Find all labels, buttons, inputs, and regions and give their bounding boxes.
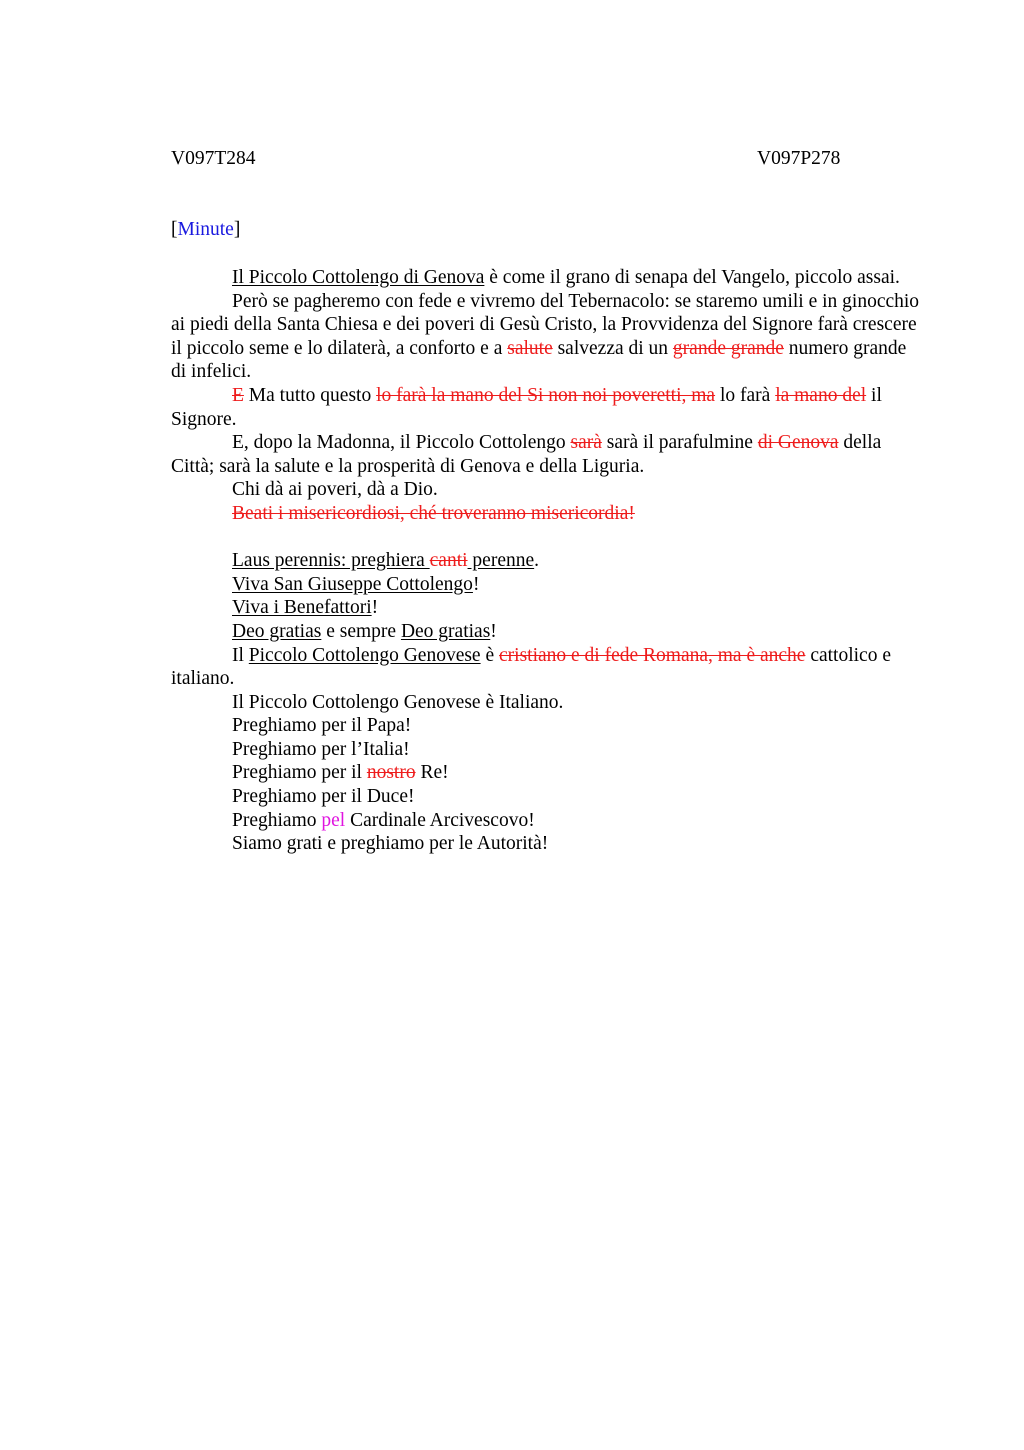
- text: della Città; sarà la salute e la prosperità di Genova e della Liguria.: [171, 432, 882, 477]
- document-body: [171, 266, 923, 856]
- text: Cardinale Arcivescovo!: [345, 809, 535, 831]
- underlined-text: Piccolo Cottolengo Genovese: [248, 644, 481, 666]
- paragraph-13: [171, 714, 923, 738]
- paragraph-3: [171, 384, 923, 431]
- bracket-close: ]: [233, 219, 241, 240]
- text: Chi dà ai poveri, dà a Dio.: [232, 479, 438, 501]
- underlined-text: Deo gratias: [400, 620, 491, 642]
- text: e sempre: [321, 620, 401, 642]
- deleted-text: E: [232, 384, 244, 406]
- deleted-text: canti: [429, 550, 468, 572]
- underlined-text: Viva i Benefattori: [232, 597, 372, 619]
- paragraph-8: [171, 573, 923, 597]
- text: Preghiamo: [232, 809, 322, 831]
- paragraph-1: [171, 266, 923, 290]
- underlined-text: Laus perennis: preghiera: [232, 550, 430, 572]
- deleted-text: sarà: [570, 432, 602, 454]
- paragraph-12: [171, 691, 923, 715]
- text: è come il grano di senapa del Vangelo, piccolo assai.: [484, 267, 900, 288]
- text: Siamo grati e preghiamo per le Autorità!: [232, 833, 549, 855]
- paragraph-17: [171, 809, 923, 833]
- text: .: [534, 550, 540, 572]
- blank-line: [171, 526, 923, 550]
- underlined-text: Il Piccolo Cottolengo di Genova: [232, 267, 485, 288]
- text: Il Piccolo Cottolengo Genovese è Italiano.: [232, 691, 564, 713]
- text: sarà il parafulmine: [601, 432, 758, 454]
- text: lo farà: [715, 384, 776, 406]
- text: !: [371, 597, 379, 619]
- text: Preghiamo per il Papa!: [232, 715, 412, 737]
- paragraph-7: [171, 549, 923, 573]
- section-label-text: Minute: [177, 219, 234, 240]
- text: !: [472, 573, 480, 595]
- paragraph-18: [171, 832, 923, 856]
- deleted-text: grande grande: [672, 337, 784, 359]
- text: E, dopo la Madonna, il Piccolo Cottolengo: [232, 432, 571, 454]
- paragraph-5: [171, 478, 923, 502]
- paragraph-16: [171, 785, 923, 809]
- paragraph-6: [171, 502, 923, 526]
- text: Preghiamo per il Duce!: [232, 786, 415, 808]
- text: numero grande di infelici.: [171, 337, 907, 383]
- text: Re!: [415, 762, 449, 784]
- text: Preghiamo per il: [232, 762, 367, 784]
- paragraph-10: [171, 620, 923, 644]
- text: !: [490, 620, 497, 642]
- deleted-text: cristiano e di fede Romana, ma è anche: [499, 644, 806, 666]
- deleted-text: di Genova: [757, 432, 839, 454]
- underlined-text: perenne: [467, 550, 535, 572]
- inserted-text: pel: [321, 809, 346, 831]
- deleted-text: lo farà la mano del Si non noi poveretti, ma: [376, 384, 716, 406]
- text: Però se pagheremo con fede e vivremo del Tebernacolo: se staremo umili e in ginocchio ai piedi della Santa Chiesa e dei poveri di Gesù Cristo, la Provvidenza del Signore farà crescere il piccolo seme e lo dilaterà, a conforto e a: [171, 290, 920, 359]
- deleted-text: nostro: [366, 762, 416, 784]
- underlined-text: Viva San Giuseppe Cottolengo: [232, 573, 473, 595]
- deleted-text: la mano del: [775, 384, 867, 406]
- paragraph-4: [171, 431, 923, 478]
- paragraph-14: [171, 738, 923, 762]
- paragraph-9: [171, 596, 923, 620]
- text: il Signore.: [171, 384, 882, 430]
- text: Il: [232, 644, 249, 666]
- paragraph-11: [171, 644, 923, 691]
- text: Ma tutto questo: [243, 384, 377, 406]
- underlined-text: Deo gratias: [232, 620, 322, 642]
- document-code-left: V097T284: [171, 148, 256, 169]
- text: è: [480, 644, 499, 666]
- section-label: [171, 218, 240, 242]
- text: salvezza di un: [552, 337, 673, 359]
- deleted-text: Beati i misericordiosi, ché troveranno misericordia!: [232, 502, 635, 524]
- bracket-open: [: [171, 219, 178, 240]
- deleted-text: salute: [507, 337, 553, 359]
- paragraph-15: [171, 761, 923, 785]
- text: Preghiamo per l’Italia!: [232, 738, 410, 760]
- document-code-right: V097P278: [757, 148, 841, 169]
- text: cattolico e italiano.: [171, 644, 891, 690]
- paragraph-2: [171, 290, 923, 384]
